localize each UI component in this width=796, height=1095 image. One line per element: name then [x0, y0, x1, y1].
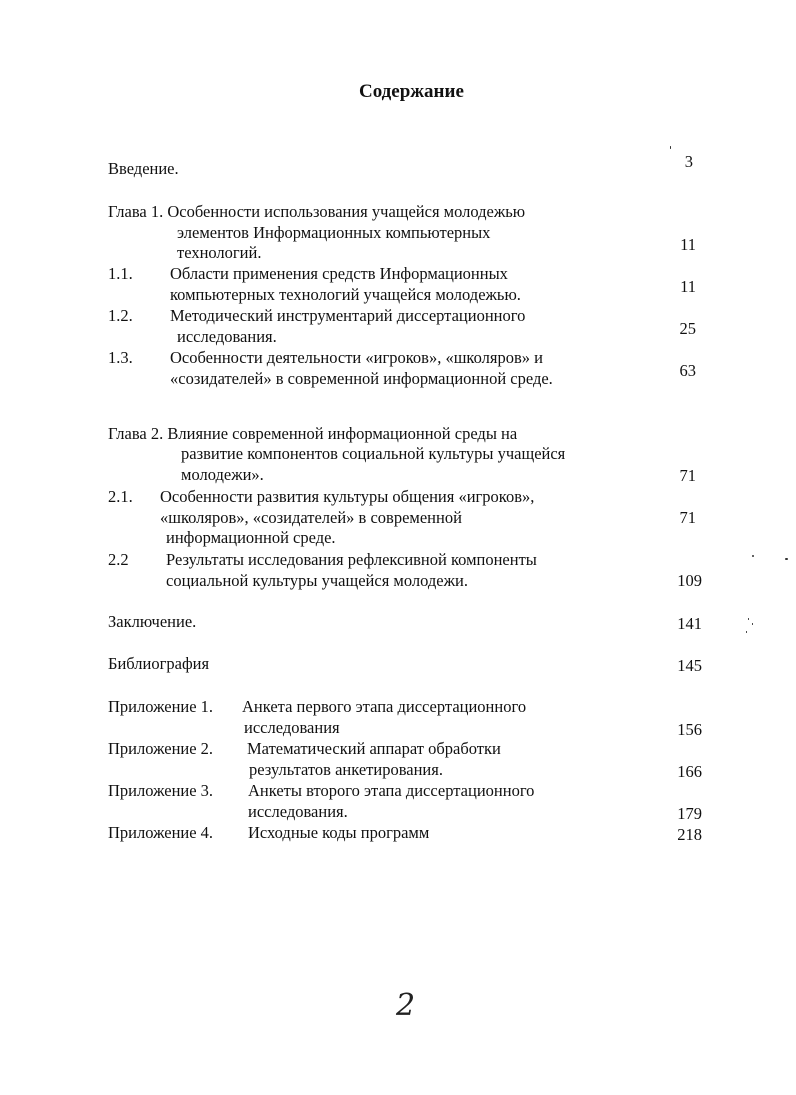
toc-conclusion-label: Заключение. [108, 612, 197, 631]
toc-appendix-page: 179 [677, 804, 702, 823]
toc-chapter1-line1: Глава 1. Особенности использования учащейся молодежью [108, 202, 526, 221]
toc-section-page: 63 [679, 361, 696, 380]
toc-section-number: 1.1. [108, 264, 133, 283]
toc-appendix-label: Приложение 4. [108, 823, 214, 842]
toc-conclusion-page: 141 [677, 614, 702, 633]
toc-intro-label: Введение. [108, 159, 179, 178]
toc-section-line2: социальной культуры учащейся молодежи. [166, 571, 468, 590]
toc-appendix-page: 166 [677, 762, 702, 781]
toc-bibliography-label: Библиография [108, 654, 210, 673]
toc-appendix-label: Приложение 3. [108, 781, 214, 800]
toc-appendix-line1: Исходные коды программ [248, 823, 430, 842]
toc-chapter1-line2: элементов Информационных компьютерных [177, 223, 491, 242]
toc-section-number: 2.1. [108, 487, 133, 506]
toc-appendix-page: 218 [677, 825, 702, 844]
toc-section-number: 1.3. [108, 348, 133, 367]
toc-section-line1: Методический инструментарий диссертационного [170, 306, 526, 325]
toc-appendix-line1: Математический аппарат обработки [247, 739, 501, 758]
toc-section-line1: Особенности деятельности «игроков», «школяров» и [170, 348, 543, 367]
toc-bibliography-page: 145 [677, 656, 702, 675]
toc-chapter2-line1: Глава 2. Влияние современной информационной среды на [108, 424, 518, 443]
toc-section-line2: компьютерных технологий учащейся молодежью. [170, 285, 521, 304]
toc-chapter2-page: 71 [679, 466, 696, 485]
scan-speck [670, 146, 671, 149]
toc-appendix-label: Приложение 1. [108, 697, 214, 716]
toc-appendix-page: 156 [677, 720, 702, 739]
toc-section-line1: Особенности развития культуры общения «игроков», [160, 487, 535, 506]
toc-chapter1-page: 11 [680, 235, 696, 254]
toc-section-page: 71 [679, 508, 696, 527]
scan-speck [752, 555, 754, 557]
toc-appendix-line2: исследования [244, 718, 340, 737]
toc-intro-page: 3 [684, 152, 693, 171]
toc-appendix-line1: Анкета первого этапа диссертационного [242, 697, 527, 716]
toc-section-line3: информационной среде. [166, 528, 336, 547]
toc-section-line1: Результаты исследования рефлексивной компоненты [166, 550, 537, 569]
toc-section-line2: «школяров», «созидателей» в современной [160, 508, 462, 527]
toc-section-line1: Области применения средств Информационных [170, 264, 508, 283]
toc-chapter1-line3: технологий. [177, 243, 262, 262]
toc-section-line2: «созидателей» в современной информационной среде. [170, 369, 553, 388]
toc-appendix-line2: исследования. [248, 802, 348, 821]
toc-section-page: 11 [680, 277, 696, 296]
handwritten-page-number: 2 [396, 988, 416, 1023]
toc-section-page: 25 [679, 319, 696, 338]
toc-section-line2: исследования. [177, 327, 277, 346]
page-title: Содержание [359, 81, 464, 102]
scan-speck [785, 558, 788, 560]
toc-section-page: 109 [677, 571, 702, 590]
scan-speck [746, 631, 747, 633]
toc-section-number: 1.2. [108, 306, 133, 325]
toc-chapter2-line3: молодежи». [181, 465, 264, 484]
toc-chapter2-line2: развитие компонентов социальной культуры учащейся [181, 444, 566, 463]
toc-section-number: 2.2 [108, 550, 129, 569]
toc-appendix-label: Приложение 2. [108, 739, 214, 758]
scan-speck [748, 618, 749, 620]
toc-appendix-line2: результатов анкетирования. [249, 760, 443, 779]
toc-appendix-line1: Анкеты второго этапа диссертационного [248, 781, 535, 800]
scan-speck [752, 623, 753, 625]
